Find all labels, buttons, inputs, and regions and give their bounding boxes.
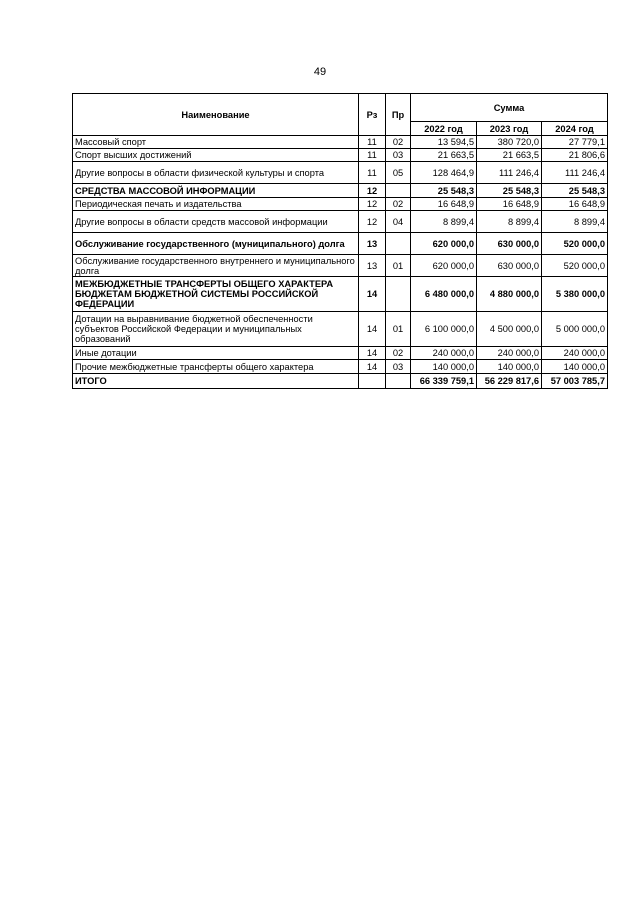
row-value-2023: 56 229 817,6 <box>477 374 542 389</box>
row-name: СРЕДСТВА МАССОВОЙ ИНФОРМАЦИИ <box>73 184 359 198</box>
row-rz: 14 <box>359 347 386 360</box>
row-rz: 11 <box>359 162 386 184</box>
row-pr: 03 <box>386 360 411 374</box>
row-name: Обслуживание государственного внутреннего и муниципального долга <box>73 255 359 277</box>
page-number: 49 <box>313 66 327 78</box>
row-name: Периодическая печать и издательства <box>73 198 359 211</box>
row-value-2022: 21 663,5 <box>411 149 477 162</box>
row-value-2023: 111 246,4 <box>477 162 542 184</box>
row-value-2024: 520 000,0 <box>542 233 608 255</box>
row-pr: 01 <box>386 255 411 277</box>
row-value-2022: 620 000,0 <box>411 255 477 277</box>
row-value-2024: 8 899,4 <box>542 211 608 233</box>
row-value-2023: 21 663,5 <box>477 149 542 162</box>
row-value-2024: 140 000,0 <box>542 360 608 374</box>
row-value-2024: 27 779,1 <box>542 136 608 149</box>
row-pr <box>386 184 411 198</box>
row-rz: 11 <box>359 149 386 162</box>
row-value-2023: 630 000,0 <box>477 233 542 255</box>
row-name: Массовый спорт <box>73 136 359 149</box>
row-value-2022: 620 000,0 <box>411 233 477 255</box>
row-value-2022: 6 100 000,0 <box>411 312 477 347</box>
row-rz: 14 <box>359 360 386 374</box>
row-value-2024: 520 000,0 <box>542 255 608 277</box>
table-header <box>73 94 608 136</box>
row-name: ИТОГО <box>73 374 359 389</box>
row-value-2023: 16 648,9 <box>477 198 542 211</box>
row-value-2022: 13 594,5 <box>411 136 477 149</box>
row-rz <box>359 374 386 389</box>
row-value-2024: 16 648,9 <box>542 198 608 211</box>
row-name: Дотации на выравнивание бюджетной обеспеченности субъектов Российской Федерации и муниципальных образований <box>73 312 359 347</box>
row-value-2022: 6 480 000,0 <box>411 277 477 312</box>
table-row <box>73 149 608 162</box>
header-year-2023: 2023 год <box>477 122 542 136</box>
table-row <box>73 255 608 277</box>
row-rz: 12 <box>359 198 386 211</box>
header-rz: Рз <box>359 94 386 136</box>
table-row <box>73 312 608 347</box>
header-sum: Сумма <box>411 94 608 122</box>
row-value-2024: 57 003 785,7 <box>542 374 608 389</box>
row-value-2023: 240 000,0 <box>477 347 542 360</box>
row-pr <box>386 233 411 255</box>
row-pr: 03 <box>386 149 411 162</box>
table-row <box>73 360 608 374</box>
row-rz: 13 <box>359 255 386 277</box>
row-value-2022: 128 464,9 <box>411 162 477 184</box>
table-row <box>73 277 608 312</box>
row-value-2023: 140 000,0 <box>477 360 542 374</box>
header-pr: Пр <box>386 94 411 136</box>
row-pr: 02 <box>386 198 411 211</box>
row-value-2023: 8 899,4 <box>477 211 542 233</box>
row-value-2022: 8 899,4 <box>411 211 477 233</box>
row-pr <box>386 374 411 389</box>
row-name: Обслуживание государственного (муниципального) долга <box>73 233 359 255</box>
row-rz: 13 <box>359 233 386 255</box>
header-year-2024: 2024 год <box>542 122 608 136</box>
row-value-2022: 25 548,3 <box>411 184 477 198</box>
row-value-2022: 240 000,0 <box>411 347 477 360</box>
row-name: Прочие межбюджетные трансферты общего характера <box>73 360 359 374</box>
row-pr: 01 <box>386 312 411 347</box>
row-value-2024: 5 000 000,0 <box>542 312 608 347</box>
row-value-2024: 240 000,0 <box>542 347 608 360</box>
table-row <box>73 184 608 198</box>
row-rz: 14 <box>359 312 386 347</box>
row-pr: 04 <box>386 211 411 233</box>
row-value-2022: 66 339 759,1 <box>411 374 477 389</box>
row-pr: 02 <box>386 347 411 360</box>
row-name: Иные дотации <box>73 347 359 360</box>
table-row <box>73 198 608 211</box>
row-name: МЕЖБЮДЖЕТНЫЕ ТРАНСФЕРТЫ ОБЩЕГО ХАРАКТЕРА БЮДЖЕТАМ БЮДЖЕТНОЙ СИСТЕМЫ РОССИЙСКОЙ ФЕДЕРАЦИИ <box>73 277 359 312</box>
row-value-2022: 16 648,9 <box>411 198 477 211</box>
row-pr: 02 <box>386 136 411 149</box>
row-rz: 12 <box>359 211 386 233</box>
row-value-2023: 380 720,0 <box>477 136 542 149</box>
row-value-2023: 4 880 000,0 <box>477 277 542 312</box>
row-value-2024: 111 246,4 <box>542 162 608 184</box>
row-name: Другие вопросы в области средств массовой информации <box>73 211 359 233</box>
row-pr: 05 <box>386 162 411 184</box>
table-row <box>73 374 608 389</box>
table-body <box>73 136 608 389</box>
row-value-2023: 630 000,0 <box>477 255 542 277</box>
row-pr <box>386 277 411 312</box>
table-row <box>73 347 608 360</box>
row-value-2024: 21 806,6 <box>542 149 608 162</box>
row-name: Спорт высших достижений <box>73 149 359 162</box>
row-value-2024: 5 380 000,0 <box>542 277 608 312</box>
row-rz: 12 <box>359 184 386 198</box>
row-value-2023: 4 500 000,0 <box>477 312 542 347</box>
table-row <box>73 211 608 233</box>
row-name: Другие вопросы в области физической культуры и спорта <box>73 162 359 184</box>
header-year-2022: 2022 год <box>411 122 477 136</box>
budget-table <box>72 93 608 389</box>
table-row <box>73 162 608 184</box>
row-rz: 11 <box>359 136 386 149</box>
row-value-2024: 25 548,3 <box>542 184 608 198</box>
header-name: Наименование <box>73 94 359 136</box>
row-value-2023: 25 548,3 <box>477 184 542 198</box>
row-value-2022: 140 000,0 <box>411 360 477 374</box>
row-rz: 14 <box>359 277 386 312</box>
table-row <box>73 136 608 149</box>
table-row <box>73 233 608 255</box>
